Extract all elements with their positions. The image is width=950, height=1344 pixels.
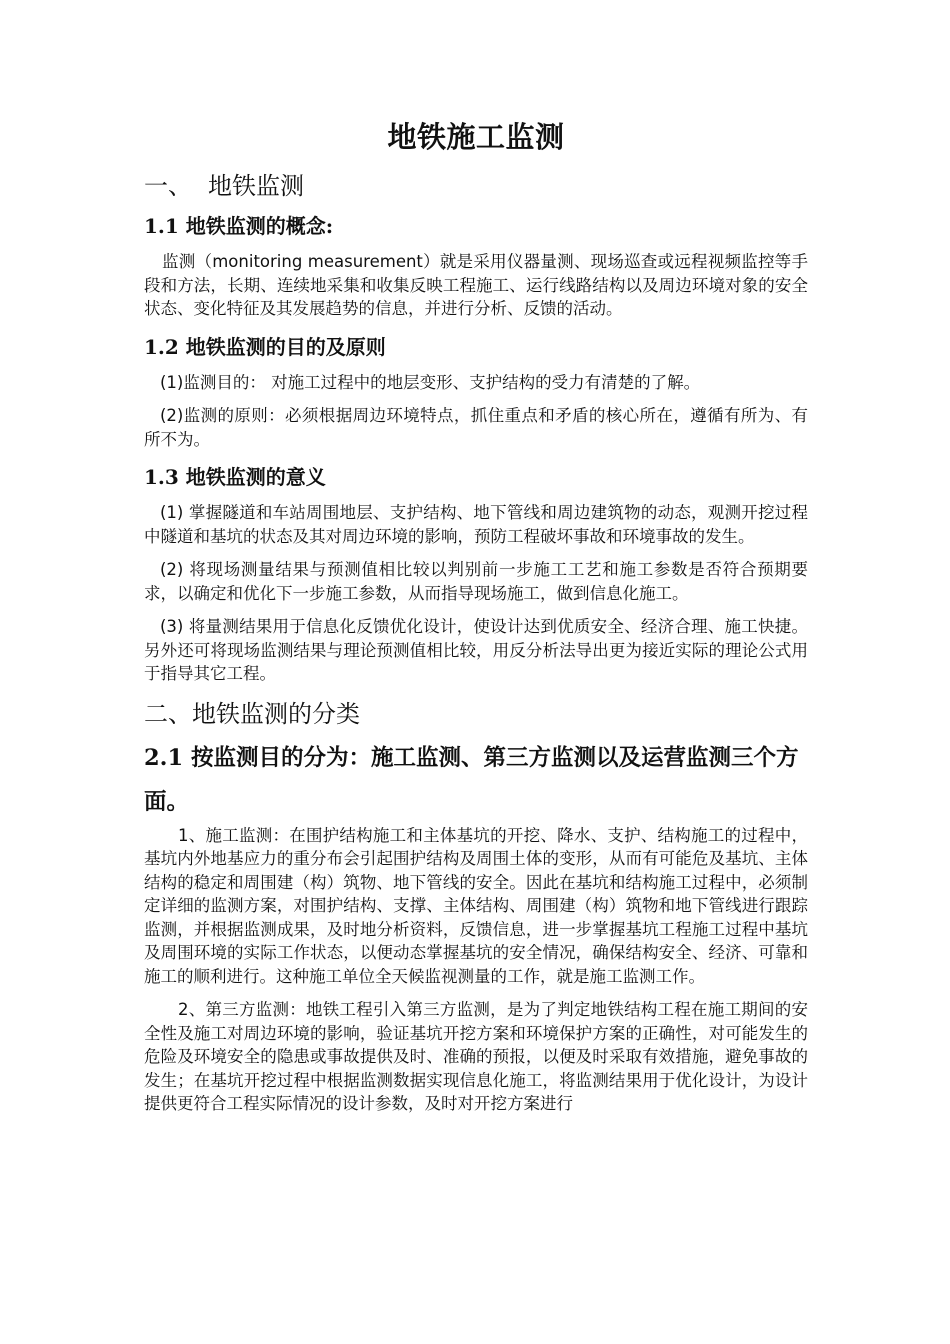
- section-1-number: 一、: [144, 172, 192, 200]
- subsection-1-2-heading: 1.2 地铁监测的目的及原则: [144, 334, 386, 359]
- document-body: [144, 112, 808, 1126]
- subsection-2-1-heading: 2.1 按监测目的分为：施工监测、第三方监测以及运营监测三个方面。: [144, 744, 799, 815]
- subsection-1-1-heading: 1.1 地铁监测的概念:: [144, 214, 334, 238]
- paragraph-significance-1: (1) 掌握隧道和车站周围地层、支护结构、地下管线和周边建筑物的动态，观测开挖过程中隧道和基坑的状态及其对周边环境的影响，预防工程破坏事故和环境事故的发生。: [144, 503, 808, 546]
- paragraph-construction-monitoring: 1、施工监测：在围护结构施工和主体基坑的开挖、降水、支护、结构施工的过程中，基坑内外地基应力的重分布会引起围护结构及周围土体的变形，从而有可能危及基坑、主体结构的稳定和周围建（构）筑物、地下管线的安全。因此在基坑和结构施工过程中，必须制定详细的监测方案，对围护结构、支撑、主体结构、周围建（构）筑物和地下管线进行跟踪监测，并根据监测成果，及时地分析资料，反馈信息，进一步掌握基坑工程施工过程中基坑及周围环境的实际工作状态，以便动态掌握基坑的安全情况，确保结构安全、经济、可靠和施工的顺利进行。这种施工单位全天候监视测量的工作，就是施工监测工作。: [144, 825, 808, 986]
- section-2-heading: 二、地铁监测的分类: [144, 699, 360, 728]
- section-1-title: 地铁监测: [208, 172, 304, 200]
- paragraph-significance-2: (2) 将现场测量结果与预测值相比较以判别前一步施工工艺和施工参数是否符合预期要求，以确定和优化下一步施工参数，从而指导现场施工，做到信息化施工。: [144, 560, 808, 603]
- paragraph-significance-3: (3) 将量测结果用于信息化反馈优化设计，使设计达到优质安全、经济合理、施工快捷。另外还可将现场监测结果与理论预测值相比较，用反分析法导出更为接近实际的理论公式用于指导其它工程。: [144, 617, 808, 683]
- paragraph-monitoring-concept: 监测（monitoring measurement）就是采用仪器量测、现场巡查或远程视频监控等手段和方法，长期、连续地采集和收集反映工程施工、运行线路结构以及周边环境对象的安全状态、变化特征及其发展趋势的信息，并进行分析、反馈的活动。: [144, 252, 808, 318]
- paragraph-monitoring-principle: (2)监测的原则：必须根据周边环境特点，抓住重点和矛盾的核心所在，遵循有所为、有所不为。: [144, 406, 808, 449]
- document-title: 地铁施工监测: [387, 120, 565, 154]
- subsection-1-3-heading: 1.3 地铁监测的意义: [144, 465, 326, 489]
- paragraph-third-party-monitoring: 2、第三方监测：地铁工程引入第三方监测，是为了判定地铁结构工程在施工期间的安全性及施工对周边环境的影响，验证基坑开挖方案和环境保护方案的正确性，对可能发生的危险及环境安全的隐患或事故提供及时、准确的预报，以便及时采取有效措施，避免事故的发生；在基坑开挖过程中根据监测数据实现信息化施工，将监测结果用于优化设计，为设计提供更符合工程实际情况的设计参数，及时对开挖方案进行: [144, 1000, 808, 1113]
- paragraph-monitoring-purpose: (1)监测目的： 对施工过程中的地层变形、支护结构的受力有清楚的了解。: [160, 372, 701, 392]
- section-1-heading: [144, 168, 808, 204]
